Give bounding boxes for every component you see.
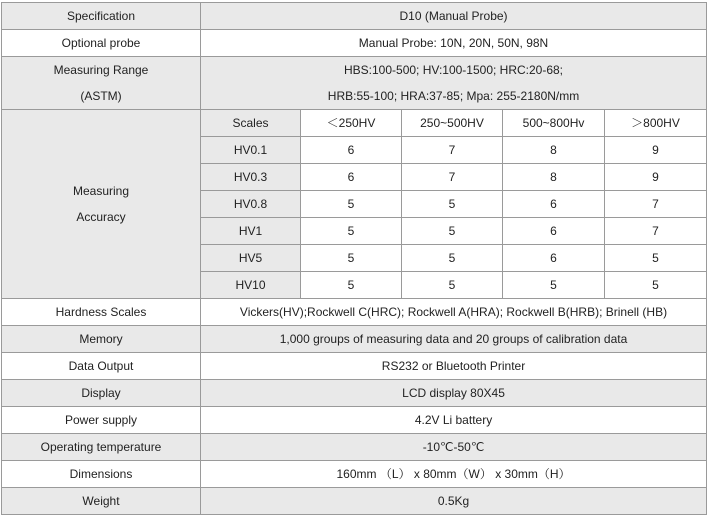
label-specification: Specification bbox=[2, 3, 201, 30]
value-power-supply: 4.2V Li battery bbox=[201, 407, 707, 434]
accuracy-header-250-500: 250~500HV bbox=[402, 110, 503, 137]
accuracy-header-lt250: ＜250HV bbox=[301, 110, 402, 137]
label-hardness-scales: Hardness Scales bbox=[2, 299, 201, 326]
row-dimensions bbox=[2, 461, 707, 488]
accuracy-value-cell: 5 bbox=[301, 218, 402, 245]
accuracy-value-cell: 7 bbox=[605, 191, 707, 218]
row-optional-probe bbox=[2, 30, 707, 57]
value-specification: D10 (Manual Probe) bbox=[201, 3, 707, 30]
value-measuring-range bbox=[201, 57, 707, 110]
accuracy-value-cell: 5 bbox=[301, 272, 402, 299]
accuracy-value-cell: 6 bbox=[503, 191, 605, 218]
label-measuring-range bbox=[2, 57, 201, 110]
row-operating-temperature bbox=[2, 434, 707, 461]
spec-table bbox=[1, 2, 707, 515]
row-power-supply bbox=[2, 407, 707, 434]
label-operating-temperature: Operating temperature bbox=[2, 434, 201, 461]
accuracy-value-cell: 9 bbox=[605, 137, 707, 164]
accuracy-value-cell: 7 bbox=[402, 164, 503, 191]
accuracy-value-cell: 6 bbox=[503, 218, 605, 245]
label-dimensions: Dimensions bbox=[2, 461, 201, 488]
accuracy-value-cell: 5 bbox=[605, 272, 707, 299]
value-optional-probe: Manual Probe: 10N, 20N, 50N, 98N bbox=[201, 30, 707, 57]
accuracy-value-cell: 6 bbox=[301, 164, 402, 191]
label-measuring-range-line1: Measuring Range bbox=[53, 63, 149, 77]
accuracy-value-cell: 5 bbox=[301, 191, 402, 218]
accuracy-scale-cell: HV10 bbox=[201, 272, 301, 299]
accuracy-header-scales: Scales bbox=[201, 110, 301, 137]
label-memory: Memory bbox=[2, 326, 201, 353]
label-measuring-accuracy-line2: Accuracy bbox=[76, 210, 126, 224]
accuracy-value-cell: 5 bbox=[402, 218, 503, 245]
accuracy-value-cell: 5 bbox=[301, 245, 402, 272]
accuracy-value-cell: 5 bbox=[402, 245, 503, 272]
label-measuring-accuracy-line1: Measuring bbox=[72, 184, 130, 198]
accuracy-scale-cell: HV1 bbox=[201, 218, 301, 245]
accuracy-header-500-800: 500~800Hv bbox=[503, 110, 605, 137]
row-data-output bbox=[2, 353, 707, 380]
accuracy-scale-cell: HV0.3 bbox=[201, 164, 301, 191]
label-measuring-accuracy bbox=[2, 110, 201, 299]
row-display bbox=[2, 380, 707, 407]
accuracy-value-cell: 5 bbox=[605, 245, 707, 272]
accuracy-value-cell: 7 bbox=[605, 218, 707, 245]
row-hardness-scales bbox=[2, 299, 707, 326]
label-display: Display bbox=[2, 380, 201, 407]
accuracy-value-cell: 8 bbox=[503, 137, 605, 164]
label-weight: Weight bbox=[2, 488, 201, 515]
accuracy-value-cell: 6 bbox=[301, 137, 402, 164]
accuracy-value-cell: 9 bbox=[605, 164, 707, 191]
label-power-supply: Power supply bbox=[2, 407, 201, 434]
row-weight bbox=[2, 488, 707, 515]
value-weight: 0.5Kg bbox=[201, 488, 707, 515]
accuracy-value-cell: 7 bbox=[402, 137, 503, 164]
row-measuring-range bbox=[2, 57, 707, 110]
accuracy-value-cell: 8 bbox=[503, 164, 605, 191]
value-measuring-range-line2: HRB:55-100; HRA:37-85; Mpa: 255-2180N/mm bbox=[327, 89, 580, 103]
accuracy-scale-cell: HV0.1 bbox=[201, 137, 301, 164]
row-specification bbox=[2, 3, 707, 30]
label-data-output: Data Output bbox=[2, 353, 201, 380]
accuracy-value-cell: 5 bbox=[503, 272, 605, 299]
value-measuring-range-line1: HBS:100-500; HV:100-1500; HRC:20-68; bbox=[344, 63, 564, 77]
accuracy-scale-cell: HV5 bbox=[201, 245, 301, 272]
value-operating-temperature: -10℃-50℃ bbox=[201, 434, 707, 461]
accuracy-value-cell: 5 bbox=[402, 272, 503, 299]
value-dimensions: 160mm （L） x 80mm（W） x 30mm（H） bbox=[201, 461, 707, 488]
accuracy-header-gt800: ＞800HV bbox=[605, 110, 707, 137]
label-optional-probe: Optional probe bbox=[2, 30, 201, 57]
accuracy-value-cell: 5 bbox=[402, 191, 503, 218]
value-display: LCD display 80X45 bbox=[201, 380, 707, 407]
value-hardness-scales: Vickers(HV);Rockwell C(HRC); Rockwell A(HRA); Rockwell B(HRB); Brinell (HB) bbox=[201, 299, 707, 326]
value-data-output: RS232 or Bluetooth Printer bbox=[201, 353, 707, 380]
value-memory: 1,000 groups of measuring data and 20 groups of calibration data bbox=[201, 326, 707, 353]
accuracy-scale-cell: HV0.8 bbox=[201, 191, 301, 218]
label-measuring-range-line2: (ASTM) bbox=[80, 89, 122, 103]
row-accuracy-header bbox=[2, 110, 707, 137]
row-memory bbox=[2, 326, 707, 353]
accuracy-value-cell: 6 bbox=[503, 245, 605, 272]
